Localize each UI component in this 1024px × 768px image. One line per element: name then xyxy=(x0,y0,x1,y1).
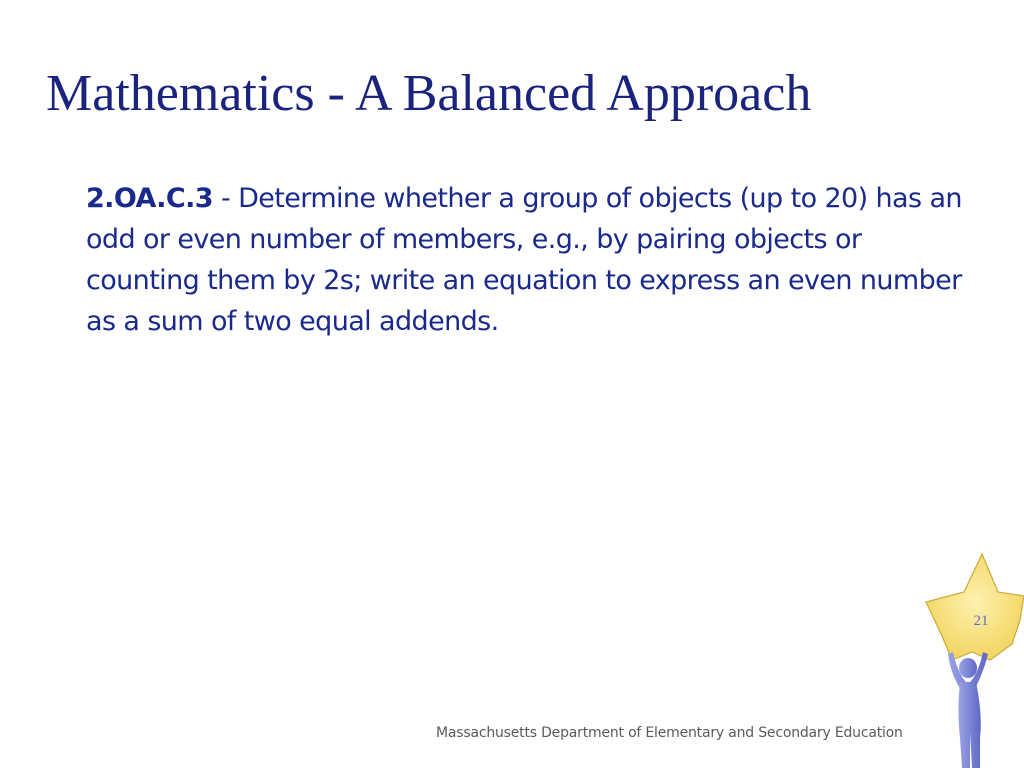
page-number: 21 xyxy=(973,613,989,629)
slide-title: Mathematics - A Balanced Approach xyxy=(46,65,812,122)
person-holding-star-icon xyxy=(920,552,1024,768)
footer-organization: Massachusetts Department of Elementary and Secondary Education xyxy=(436,725,903,741)
standard-code: 2.OA.C.3 xyxy=(86,183,213,214)
standard-text: Determine whether a group of objects (up to 20) has an odd or even number of members, e.g., by pairing objects or counting them by 2s; write an equation to express an even number as a sum of two equal addends. xyxy=(86,183,962,337)
standard-description xyxy=(86,178,966,342)
standard-separator: - xyxy=(212,183,239,214)
figure-body xyxy=(959,682,981,768)
figure-head xyxy=(959,658,977,678)
star-shape xyxy=(926,554,1024,660)
